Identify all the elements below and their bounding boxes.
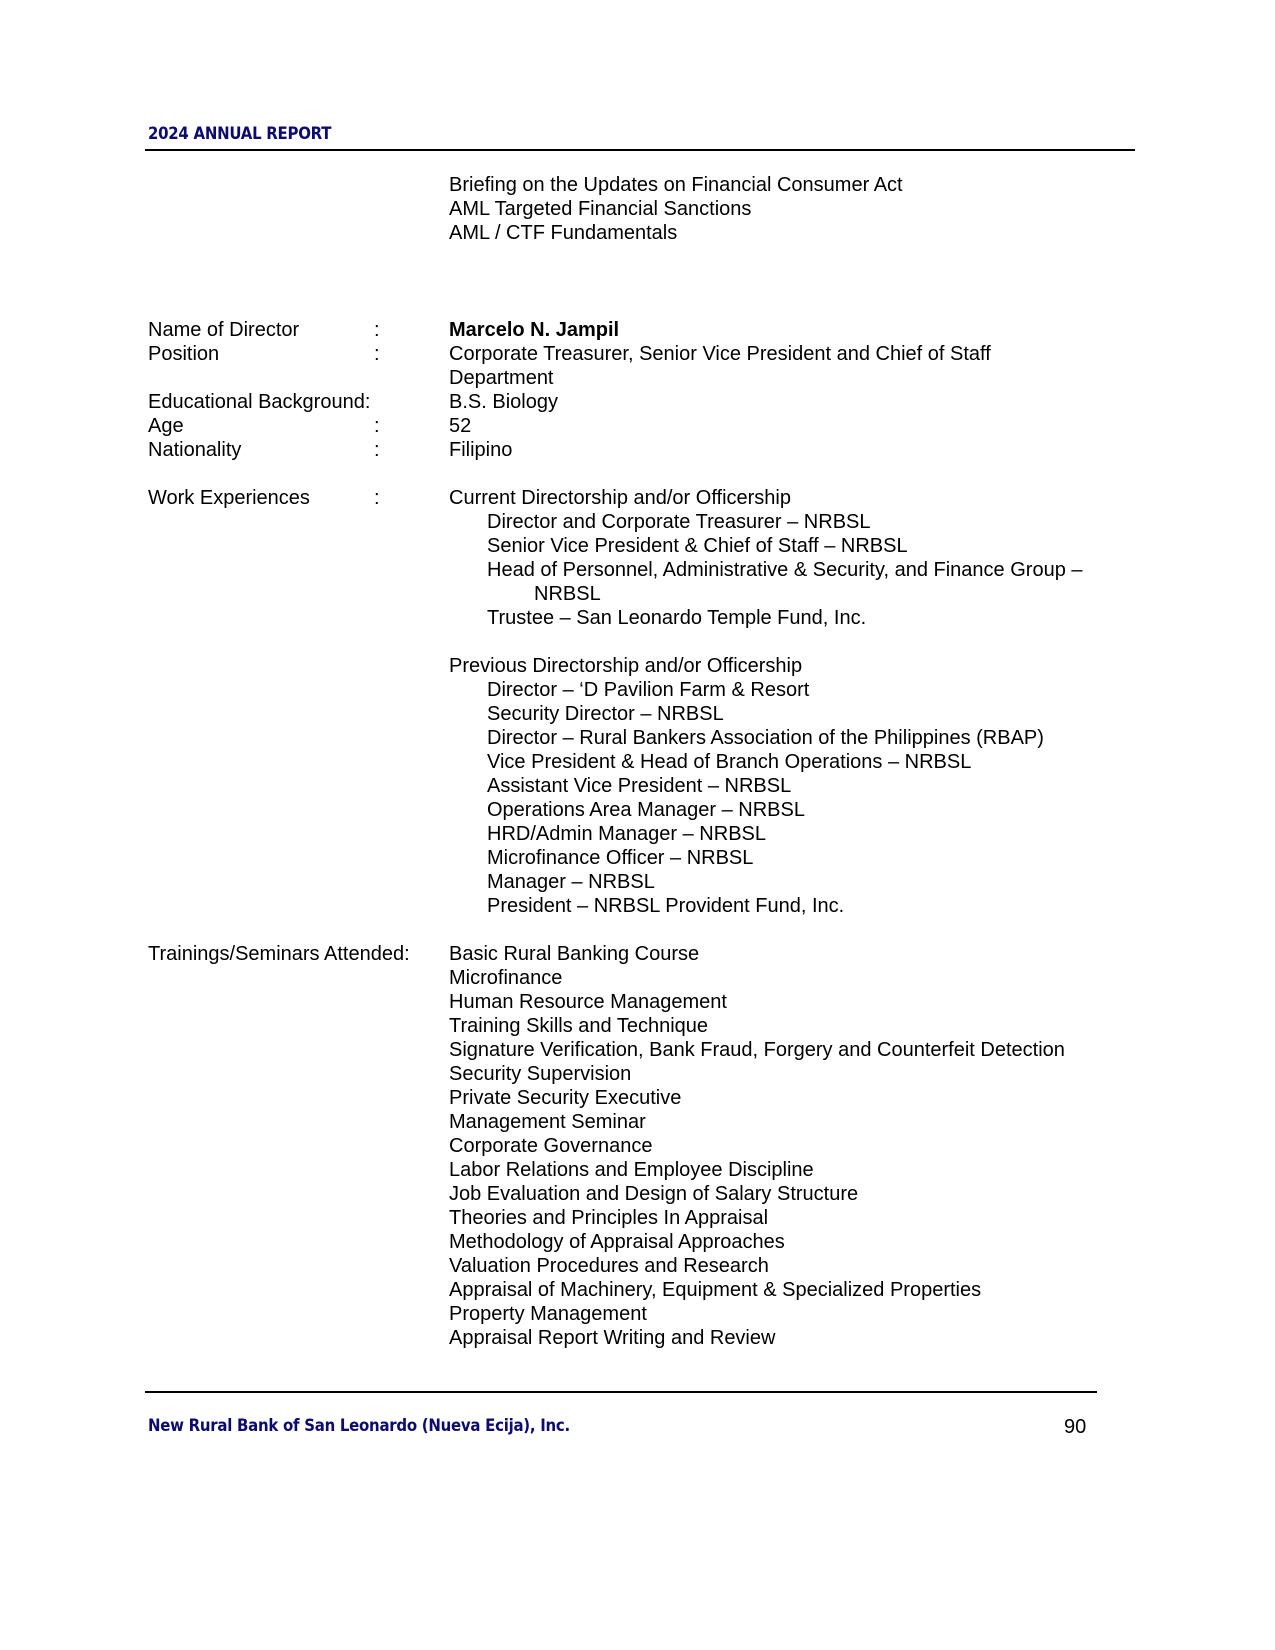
director-age: 52 [449,415,472,437]
label-position: Position [148,343,220,365]
director-position-continued: Department [449,367,554,389]
label-work-experiences: Work Experiences [148,487,310,509]
footer-organization-name: New Rural Bank of San Leonardo (Nueva Ecija), Inc. [148,1416,570,1436]
label-trainings-seminars: Trainings/Seminars Attended: [148,943,410,965]
current-officership-heading: Current Directorship and/or Officership [449,487,791,509]
header-divider [145,149,1135,151]
previous-officership-item: Operations Area Manager – NRBSL [487,799,805,821]
previous-officership-item: Vice President & Head of Branch Operations – NRBSL [487,751,972,773]
training-item: Property Management [449,1303,647,1325]
previous-officership-item: Assistant Vice President – NRBSL [487,775,792,797]
colon-separator: : [374,487,380,509]
colon-separator: : [374,319,380,341]
training-item: Private Security Executive [449,1087,682,1109]
training-item: Methodology of Appraisal Approaches [449,1231,785,1253]
previous-officership-item: President – NRBSL Provident Fund, Inc. [487,895,845,917]
previous-officership-item: Director – Rural Bankers Association of the Philippines (RBAP) [487,727,1044,749]
training-item: Management Seminar [449,1111,646,1133]
training-item: Human Resource Management [449,991,727,1013]
label-educational-background: Educational Background: [148,391,371,413]
director-nationality: Filipino [449,439,513,461]
continued-training-item: AML / CTF Fundamentals [449,222,678,244]
training-item: Valuation Procedures and Research [449,1255,769,1277]
current-officership-item: Trustee – San Leonardo Temple Fund, Inc. [487,607,867,629]
training-item: Security Supervision [449,1063,632,1085]
current-officership-item: Head of Personnel, Administrative & Security, and Finance Group – [487,559,1083,581]
director-name: Marcelo N. Jampil [449,319,620,341]
previous-officership-item: Manager – NRBSL [487,871,655,893]
training-item: Appraisal Report Writing and Review [449,1327,776,1349]
training-item: Corporate Governance [449,1135,653,1157]
previous-officership-item: Security Director – NRBSL [487,703,724,725]
colon-separator: : [374,415,380,437]
colon-separator: : [374,439,380,461]
label-name-of-director: Name of Director [148,319,300,341]
page-number: 90 [1064,1416,1087,1438]
current-officership-item: Senior Vice President & Chief of Staff – NRBSL [487,535,908,557]
training-item: Job Evaluation and Design of Salary Structure [449,1183,859,1205]
current-officership-item-continued: NRBSL [534,583,601,605]
training-item: Training Skills and Technique [449,1015,709,1037]
label-nationality: Nationality [148,439,242,461]
training-item: Appraisal of Machinery, Equipment & Specialized Properties [449,1279,982,1301]
previous-officership-item: HRD/Admin Manager – NRBSL [487,823,766,845]
previous-officership-heading: Previous Directorship and/or Officership [449,655,803,677]
continued-training-item: AML Targeted Financial Sanctions [449,198,752,220]
training-item: Microfinance [449,967,563,989]
report-title: 2024 ANNUAL REPORT [148,124,332,144]
footer-divider [145,1391,1097,1393]
training-item: Labor Relations and Employee Discipline [449,1159,814,1181]
director-education: B.S. Biology [449,391,558,413]
director-position: Corporate Treasurer, Senior Vice President and Chief of Staff [449,343,991,365]
continued-training-item: Briefing on the Updates on Financial Consumer Act [449,174,903,196]
training-item: Theories and Principles In Appraisal [449,1207,769,1229]
current-officership-item: Director and Corporate Treasurer – NRBSL [487,511,871,533]
colon-separator: : [374,343,380,365]
label-age: Age [148,415,184,437]
previous-officership-item: Microfinance Officer – NRBSL [487,847,754,869]
training-item: Basic Rural Banking Course [449,943,700,965]
training-item: Signature Verification, Bank Fraud, Forgery and Counterfeit Detection [449,1039,1065,1061]
previous-officership-item: Director – ‘D Pavilion Farm & Resort [487,679,810,701]
